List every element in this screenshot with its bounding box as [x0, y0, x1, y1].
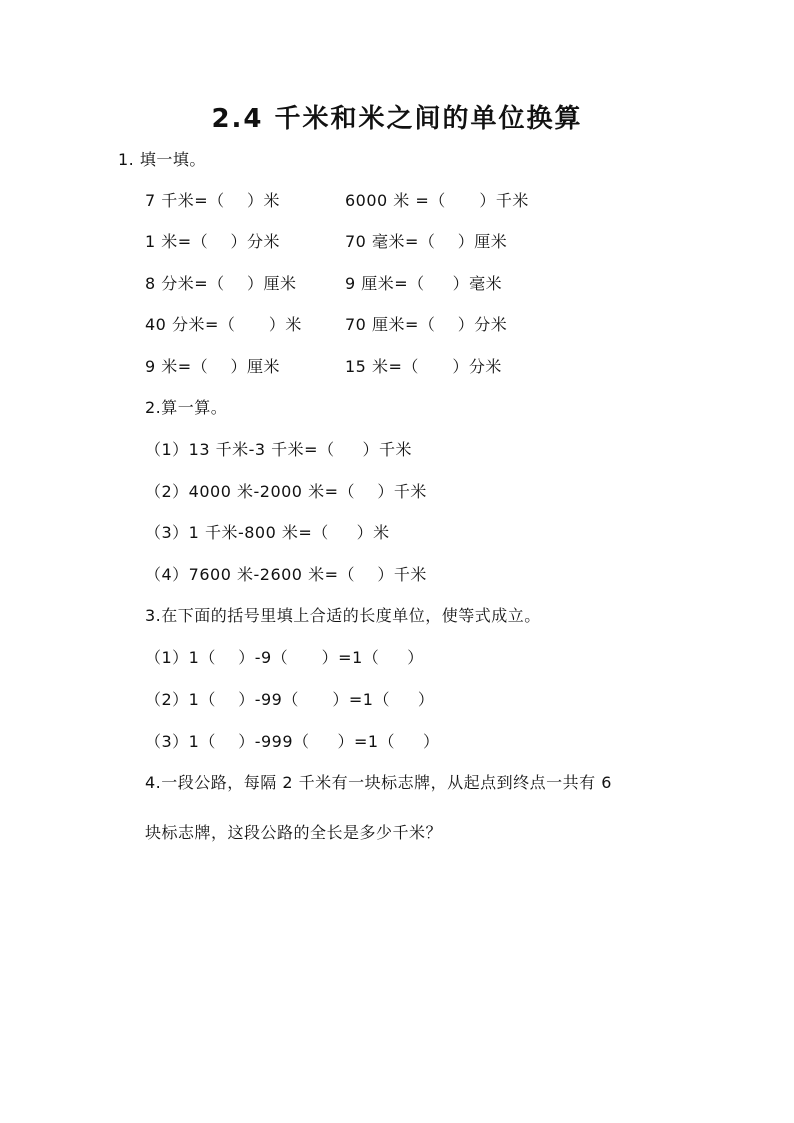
q1-row2-right: 70 毫米=（ ）厘米 — [345, 232, 508, 251]
q1-row1-right: 6000 米 =（ ）千米 — [345, 191, 529, 210]
q2-item-2: （2）4000 米-2000 米=（ ）千米 — [145, 482, 427, 501]
page-title: 2.4 千米和米之间的单位换算 — [211, 104, 583, 134]
q1-row3-left: 8 分米=（ ）厘米 — [145, 274, 297, 293]
q1-row5-right: 15 米=（ ）分米 — [345, 357, 502, 376]
q3-item-3: （3）1（ ）-999（ ）=1（ ） — [145, 732, 440, 751]
q3-item-1: （1）1（ ）-9（ ）=1（ ） — [145, 648, 424, 667]
q1-row5-left: 9 米=（ ）厘米 — [145, 357, 281, 376]
q1-row4-right: 70 厘米=（ ）分米 — [345, 315, 508, 334]
q1-row3-right: 9 厘米=（ ）毫米 — [345, 274, 503, 293]
q4-line-1: 4.一段公路，每隔 2 千米有一块标志牌，从起点到终点一共有 6 — [145, 773, 612, 792]
q1-row2-left: 1 米=（ ）分米 — [145, 232, 281, 251]
q2-item-1: （1）13 千米-3 千米=（ ）千米 — [145, 440, 413, 459]
q1-row1-left: 7 千米=（ ）米 — [145, 191, 281, 210]
q1-row4-left: 40 分米=（ ）米 — [145, 315, 302, 334]
q4-line-2: 块标志牌，这段公路的全长是多少千米？ — [145, 823, 443, 842]
q2-item-4: （4）7600 米-2600 米=（ ）千米 — [145, 565, 427, 584]
q3-item-2: （2）1（ ）-99（ ）=1（ ） — [145, 690, 435, 709]
q2-item-3: （3）1 千米-800 米=（ ）米 — [145, 523, 390, 542]
q1-heading: 1. 填一填。 — [118, 150, 206, 169]
q2-heading: 2.算一算。 — [145, 398, 228, 417]
q3-heading: 3.在下面的括号里填上合适的长度单位，使等式成立。 — [145, 606, 541, 625]
